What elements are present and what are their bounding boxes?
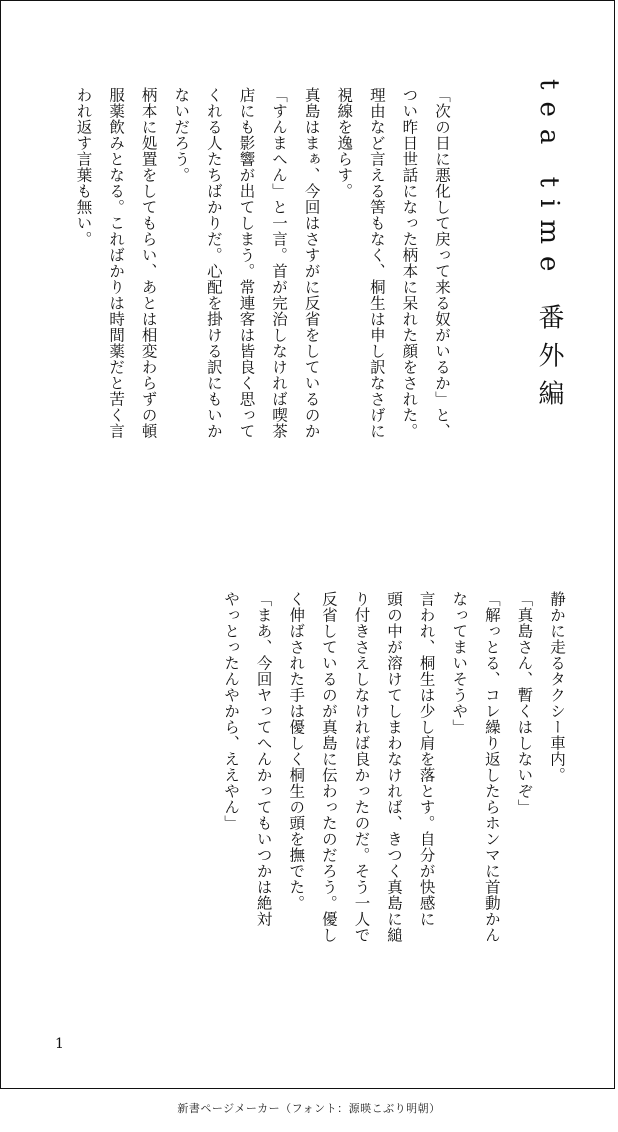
body-text-top: 「次の日に悪化して戻って来る奴がいるか」と、 つい昨日世話になった柄本に呆れた顔をされた。 理由など言える筈もなく、桐生は申し訳なさげに 視線を逸らす。 真島はまぁ、今回はさすがに反省をしているのか 「すんまへん」と一言。首が完治しなければ喫茶 店にも影響が出てしまう。常連客は皆良く思って くれる人たちばかりだ。心配を掛ける訳にもいか ないだろう。 柄本に処置をしてもらい、あとは相変わらずの頓 服薬飲みとなる。こればかりは時間薬だと苦く言 われ返す言葉も無い。 [74, 87, 451, 439]
footer-credit: 新書ページメーカー（フォント：源暎こぶり明朝） [177, 1102, 441, 1115]
body-text-bottom: 静かに走るタクシー車内。 「真島さん、暫くはしないぞ」 「解っとる、コレ繰り返したらホンマに首動かん なってまいそうや」 言われ、桐生は少し肩を落とす。自分が快感に 頭の中が溶けてしまわなければ、きつく真島に縋 り付きさえしなければ良かったのだ。そう一人で 反省しているのが真島に伝わったのだろう。優し く伸ばされた手は優しく桐生の頭を撫でた。 「まあ、今回ヤってへんかってもいつかは絶対 やっとったんやから、ええやん」 [222, 591, 566, 943]
page-title: tea time 番外編 [534, 79, 564, 418]
page-number: 1 [55, 1036, 64, 1052]
